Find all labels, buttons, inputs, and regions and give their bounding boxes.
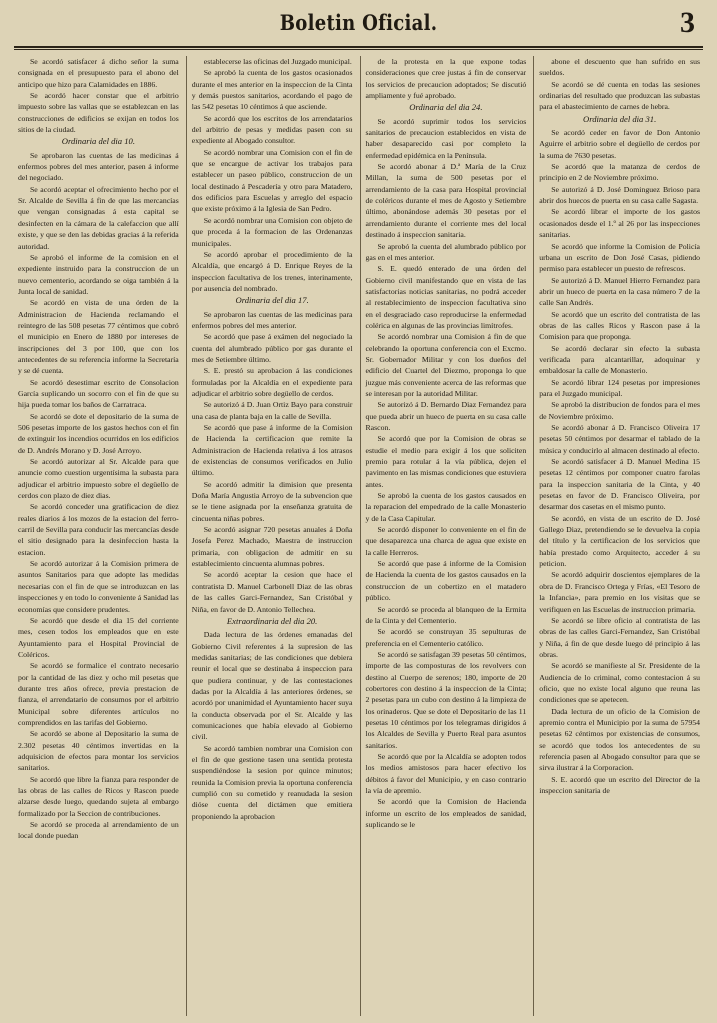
masthead-title: Boletin Oficial. [279, 10, 438, 35]
minutes-paragraph: Se acordó se proceda al arrendamiento de un local donde puedan [18, 820, 179, 841]
minutes-paragraph: Se aprobó la cuenta de los gastos ocasionados durante el mes anterior en la inspeccion de la Cinta y demás puestos sanitarios, acordando el pago de las 542 pesetas 10 céntimos á que asciende. [191, 68, 353, 112]
minutes-paragraph: Se aprobó el informe de la comision en el expediente instruido para la construccion de un nuevo cementerio, acordando se oiga también á la Junta local de sanidad. [18, 252, 179, 296]
minutes-paragraph: Se acordó abonar á D. Francisco Oliveira 17 pesetas 50 céntimos por desarmar el tablado de la música y conducirlo al almacen destinado al efecto. [539, 423, 700, 455]
column-3 [360, 56, 527, 1016]
minutes-paragraph: Se acordó que la matanza de cerdos de principio en 2 de Noviembre próximo. [539, 162, 700, 183]
column-1 [18, 56, 179, 1016]
minutes-paragraph: Se acordó nombrar una Comision con objeto de que proceda á la formacion de las Ordenanzas municipales. [191, 215, 353, 248]
minutes-paragraph: Se acordó se construyan 35 sepulturas de preferencia en el Cementerio católico. [365, 627, 527, 648]
session-heading: Extraordinaria del dia 20. [226, 615, 318, 626]
minutes-paragraph: Se acordó en vista de una órden de la Administracion de Hacienda reclamando el reintegro de las 508 pesetas 77 céntimos que cobró el municipio en Enero de 1880 por intereses de inscripciones del 3 por 100, que con los antecedentes de su referencia informe la Secretaría y se dé cuenta. [18, 298, 179, 376]
minutes-paragraph: Se acordó aceptar la cesion que hace el contratista D. Manuel Carbonell Diaz de las obras de las calles Garci-Fernandez, San Cristóbal y Niña, en favor de D. Antonio Tellechea. [191, 570, 353, 614]
minutes-paragraph: S. E. quedó enterado de una órden del Gobierno civil manifestando que en vista de las satisfactorias noticias sanitarias, no podrá acceder al restablecimiento de inspeccion facultativa sino en el desgraciado caso reproducirse la enfermedad colérica en algunas de las provincias limítrofes. [365, 264, 527, 330]
minutes-paragraph: Se acordó satisfacer á dicho señor la suma consignada en el presupuesto para el abono del anticipo que hizo para Calamidades en 1886. [18, 57, 179, 89]
minutes-paragraph: Dada lectura de las órdenes emanadas del Gobierno Civil referentes á la supresion de las medidas sanitarias; de las condiciones que debiera reunir el local que se destinaba á inspeccion para que pudiera continuar, y de las contestaciones dadas por la Alcaldía á las anteriores órdenes, se acordó por unanimidad el Ayuntamiento hacer suya la conducta observada por el Sr. Alcalde y las comunicaciones que había elevado al Gobierno civil. [191, 630, 353, 742]
minutes-paragraph: Se acordó desestimar escrito de Consolacion García suplicando un socorro con el fin de que su hija pueda tomar los baños de Carratraca. [18, 377, 179, 410]
minutes-paragraph: Se acordó suprimir todos los servicios sanitarios de precaucion establecidos en vista de haber desaparecido casi por completo la enfermedad epidémica en la Península. [365, 116, 527, 160]
text-columns [18, 56, 700, 1016]
minutes-paragraph: Se acordó hacer constar que el arbitrio impuesto sobre las vallas que se establezcan en las construcciones de edificios se exijan en todos los sitios de la ciudad. [18, 91, 179, 135]
minutes-paragraph: Se acordó librar el importe de los gastos ocasionados desde el 1.º al 26 por las inspecciones sanitarias. [539, 207, 700, 240]
minutes-paragraph: Se acordó que desde el dia 15 del corriente mes, cesen todos los empleados que en este Ayuntamiento para el Hospital Provincial de Coléricos. [18, 615, 179, 659]
minutes-paragraph: Se acordó asignar 720 pesetas anuales á Doña Josefa Perez Machado, Maestra de instruccion primaria, con obligacion de admitir en su establecimiento cincuenta alumnas pobres. [191, 525, 353, 569]
minutes-paragraph: Se acordó adquirir doscientos ejemplares de la obra de D. Francisco Ortega y Frías, «El Tesoro de la Infancia», para premio en los visitas que se verifiquen en las Escuelas de instruccion primaria. [539, 570, 700, 614]
minutes-paragraph: Se acordó autorizar al Sr. Alcalde para que anuncie como cuestion urgentísima la subasta para adjudicar el arbitrio impuesto sobre el degüello de cerdos con plazo de diez dias. [18, 457, 179, 501]
minutes-paragraph: Se acordó autorizar á la Comision primera de asuntos Sanitarios para que adopte las medidas necesarias con el fin de que se introduzcan en las inspecciones y en todo lo conveniente á Sanidad las economías que considere prudentes. [18, 559, 179, 614]
session-heading: Ordinaria del dia 17. [235, 295, 309, 306]
minutes-paragraph: Se aprobaron las cuentas de las medicinas para enfermos pobres del mes anterior. [191, 309, 353, 330]
minutes-paragraph: Se acordó librar 124 pesetas por impresiones para el Juzgado municipal. [539, 377, 700, 398]
minutes-paragraph: S. E. acordó que un escrito del Director de la inspeccion sanitaria de [539, 774, 700, 795]
minutes-paragraph: de la protesta en la que expone todas consideraciones que cree justas á fin de conservar los servicios de precaucion adoptados; Se discutió ampliamente y fué aprobado. [365, 57, 527, 101]
minutes-paragraph: Se acordó se dote el depositario de la suma de 506 pesetas importe de los gastos hechos con el fin de extinguir los incendios ocurridos en los edificios de D. Andrés Morano y D. José Arroyo. [18, 411, 179, 455]
page-number: 3 [680, 6, 695, 39]
session-heading: Ordinaria del dia 10. [61, 136, 135, 147]
minutes-paragraph: Se autorizó á D. Bernardo Diaz Fernandez para que pueda abrir un hueco de puerta en su casa calle Rascon. [365, 400, 527, 432]
minutes-paragraph: Se acordó que pase á informe de la Comision de Hacienda la certificacion que remite la Administracion de Hacienda relativa á los atrasos de existencias de consumos verificados en Julio último. [191, 423, 353, 478]
minutes-paragraph: Se acordó admitir la dimision que presenta Doña María Angustia Arroyo de la subvencion que se le tiene asignada por la enseñanza gratuita de cincuenta niñas pobres. [191, 479, 353, 523]
minutes-paragraph: Se aprobó la cuenta de los gastos causados en la reparacion del empedrado de la calle Monasterio y de la Casa Capitular. [365, 491, 527, 523]
header-rule [14, 49, 703, 50]
minutes-paragraph: Se acordó aprobar el procedimiento de la Alcaldía, que encargó á D. Enrique Reyes de la inspeccion facultativa de los trenes, interinamente, por ausencia del nombrado. [191, 249, 353, 293]
minutes-paragraph: Se acordó se formalice el contrato necesario por la cantidad de las diez y ocho mil pesetas que durante tres años ofrece, previa prestacion de fianza, el arrendatario de consumos por el arbitrio Municipal sobre diferentes artículos no comprendidos en las tarifas del Gobierno. [18, 661, 179, 727]
minutes-paragraph: Se autorizó á D. José Dominguez Brioso para abrir dos huecos de puerta en su casa calle Sagasta. [539, 184, 700, 206]
column-2 [186, 56, 353, 1016]
minutes-paragraph: Se acordó que pase á informe de la Comision de Hacienda la cuenta de los gastos causados en la construccion de un cobertizo en el matadero público. [365, 559, 527, 603]
minutes-paragraph: Se acordó disponer lo conveniente en el fin de que desaparezca una charca de agua que existe en la calle Herreros. [365, 525, 527, 557]
minutes-paragraph: Se acordó satisfacer á D. Manuel Medina 15 pesetas 12 céntimos por componer cuatro farolas para la inspeccion sanitaria de la Cinta, y 40 pesetas en favor de D. Francisco Oliveira, por desarmar dos casetas en el mismo punto. [539, 457, 700, 512]
minutes-paragraph: Se acordó se satisfagan 39 pesetas 50 céntimos, importe de las composturas de los revolvers con destino al Cuerpo de serenos; 180, importe de 20 cobertores con destino á la inspeccion de la Cinta; 2 pesetas para un cubo con destino á la limpieza de los orinaderos. Que se dote el Depositario de las 11 pesetas 10 céntimos por los telegramas dirigidos á los Alcaldes de Sevilla y Puerto Real para asuntos sanitarios. [365, 649, 527, 750]
column-4 [533, 56, 700, 1016]
minutes-paragraph: Se acordó tambien nombrar una Comision con el fin de que gestione tasen una sentida protesta suspendiéndose la sesion por quince minutos; reunida la Comision previa la oportuna conferencia cumplió con su cometido y reanudada la sesion dióse cuenta del dictámen que emitiera proponiendo la aprobacion [191, 743, 353, 821]
minutes-paragraph: Se acordó que los escritos de los arrendatarios del arbitrio de pesas y medidas pasen con su expediente al Abogado consultor. [191, 113, 353, 146]
minutes-paragraph: S. E. prestó su aprobacion á las condiciones formuladas por la Alcaldía en el expediente para adjudicar el arbitrio sobre degüello de cerdos. [191, 366, 353, 398]
minutes-paragraph: Se acordó se abone al Depositario la suma de 2.302 pesetas 40 céntimos invertidas en la adquisicion de efectos para montar los servicios sanitarios. [18, 729, 179, 773]
minutes-paragraph: Se acordó que la Comision de Hacienda informe un escrito de los empleados de sanidad, suplicando se le [365, 797, 527, 830]
minutes-paragraph: Se acordó que libre la fianza para responder de las obras de las calles de Ricos y Rascon puede alzarse desde luego, quedando sujeta al embargo formalizado por la Seccion de contribuciones. [18, 774, 179, 818]
minutes-paragraph: Se acordó que un escrito del contratista de las obras de las calles Ricos y Rascon pase á la Comision para que proponga. [539, 309, 700, 342]
minutes-paragraph: Se acordó que por la Alcaldía se adopten todos los medios amistosos para hacer efectivo los débitos á favor del Municipio, y en caso contrario la vía de apremio. [365, 751, 527, 795]
minutes-paragraph: Se acordó ceder en favor de Don Antonio Aguirre el arbitrio sobre el degüello de cerdos por la suma de 7630 pesetas. [539, 128, 700, 160]
minutes-paragraph: Se aprobaron las cuentas de las medicinas á enfermos pobres del mes anterior, pasen á informe del negociado. [18, 150, 179, 183]
minutes-paragraph: abone el descuento que han sufrido en sus sueldos. [539, 57, 700, 78]
minutes-paragraph: Se acordó declarar sin efecto la subasta verificada para alcantarillar, adoquinar y embaldosar la calle de Monasterio. [539, 343, 700, 376]
minutes-paragraph: establecerse las oficinas del Juzgado municipal. [203, 57, 352, 66]
minutes-paragraph: Se autorizó á D. Juan Ortiz Bayo para construir una casa de planta baja en la calle de Sevilla. [191, 400, 353, 421]
session-heading: Ordinaria del dia 24. [409, 102, 483, 113]
minutes-paragraph: Se aprobó la distribucion de fondos para el mes de Noviembre próximo. [539, 400, 700, 421]
minutes-paragraph: Se acordó se proceda al blanqueo de la Ermita de la Cinta y del Cementerio. [365, 604, 527, 625]
minutes-paragraph: Se acordó que informe la Comision de Policía urbana un escrito de Don José Casas, pidiendo permiso para establecer un puesto de refrescos. [539, 241, 700, 274]
session-heading: Ordinaria del dia 31. [583, 113, 657, 124]
minutes-paragraph: Se acordó se manifieste al Sr. Presidente de la Audiencia de lo criminal, como contestacion á su oficio, que no existe local alguno que reuna las condiciones que se apetecen. [539, 661, 700, 705]
minutes-paragraph: Se acordó nombrar una Comision á fin de que celebrando la oportuna conferencia con el Excmo. Sr. Gobernador Militar y con los dueños del edificio del Cuartel del Diezmo, proponga lo que juzgue más conveniente acerca de las reformas que se interesan por la autoridad Militar. [365, 332, 527, 398]
page-header [14, 0, 703, 48]
minutes-paragraph: Se acordó se libre oficio al contratista de las obras de las calles Garci-Fernandez, San Cristóbal y Niña, á fin de que desde luego dé principio á las obras. [539, 615, 700, 659]
minutes-paragraph: Se acordó nombrar una Comision con el fin de que se encargue de activar los trabajos para establecer un paseo público, construccion de un local destinado á Pescadería y otro para Matadero, dos edificios para Escuelas y arreglo del espacio que existe próximo á la Iglesia de San Pedro. [191, 147, 353, 214]
minutes-paragraph: Se acordó, en vista de un escrito de D. José Gallego Diaz, pretendiendo se le devuelva la copia del título y la certificacion de los servicios que había prestado como Arquitecto, acceder á su peticion. [539, 513, 700, 569]
minutes-paragraph: Se acordó aceptar el ofrecimiento hecho por el Sr. Alcalde de Sevilla á fin de que las mercancías que vengan consignadas á esta capital se desinfecten en la cámara de la calefaccion que allí existe, y que se den las debidas gracias á la referida autoridad. [18, 184, 179, 251]
minutes-paragraph: Se acordó se dé cuenta en todas las sesiones ordinarias del resultado que produzcan las subastas para el abastecimiento de carnes de hebra. [539, 79, 700, 112]
minutes-paragraph: Dada lectura de un oficio de la Comision de apremio contra el Municipio por la suma de 57954 pesetas 62 céntimos por existencias de consumos, se acordó que todos los antecedentes de su referencia pasen al Abogado consultor para que se sirva ilustrar á la Corporacion. [539, 706, 700, 773]
minutes-paragraph: Se acordó que por la Comision de obras se estudie el medio para exigir á los que soliciten premio para rotular á la vía pública, dejen el pavimento en las mismas condiciones que estuviera antes. [365, 434, 527, 489]
minutes-paragraph: Se acordó abonar á D.ª María de la Cruz Millan, la suma de 500 pesetas por el arrendamiento de la casa para Hospital provincial de coléricos durante el mes de Agosto y Setiembre último, abonándose además 30 pesetas por el arrendamiento durante el corriente mes del local destinado á inspeccion sanitaria. [365, 162, 527, 240]
minutes-paragraph: Se aprobó la cuenta del alumbrado público por gas en el mes anterior. [365, 241, 527, 262]
minutes-paragraph: Se acordó que pase á exámen del negociado la cuenta del alumbrado público por gas durante el mes de Setiembre último. [191, 332, 353, 364]
minutes-paragraph: Se autorizó á D. Manuel Hierro Fernandez para abrir un hueco de puerta en la casa número 7 de la calle San Andrés. [539, 275, 700, 308]
minutes-paragraph: Se acordó conceder una gratificacion de diez reales diarios á los mozos de la estacion del ferro-carril de Sevilla para conducir las mercancías desde el sitio designado para la desinfeccion hasta la estacion. [18, 502, 179, 557]
